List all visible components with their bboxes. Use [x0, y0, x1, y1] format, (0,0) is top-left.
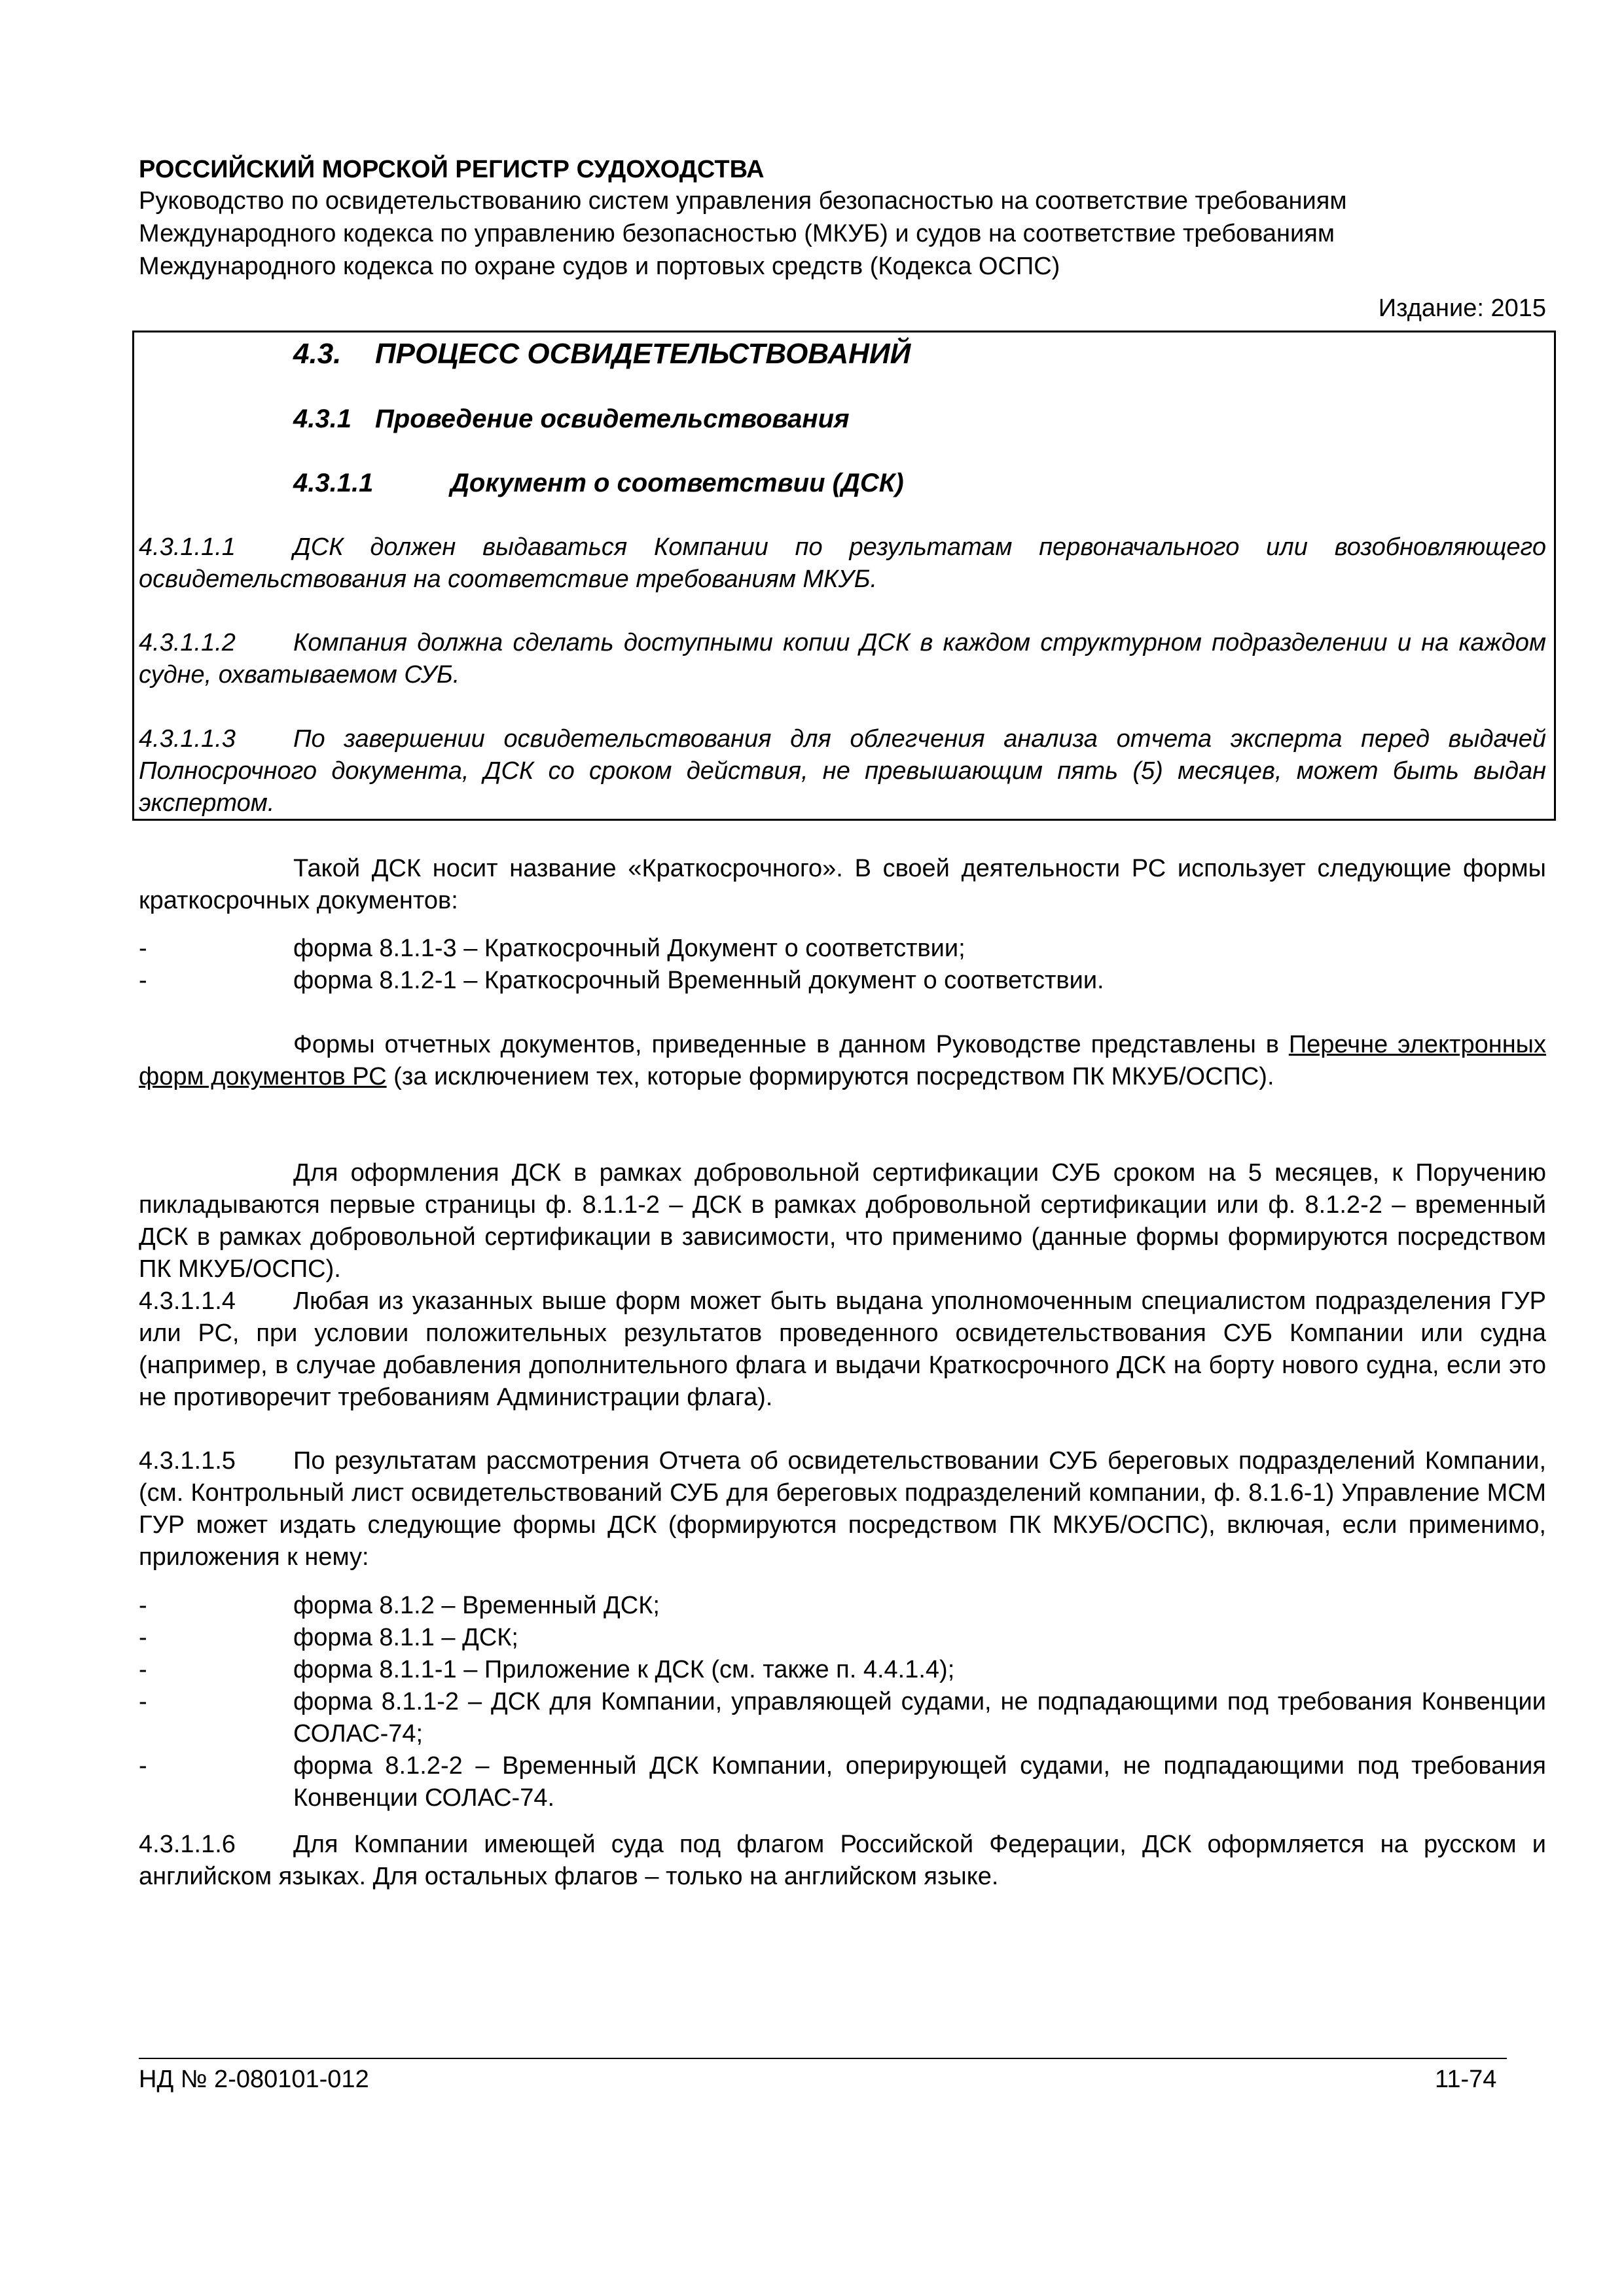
- paragraph-short-term-dsk: Такой ДСК носит название «Краткосрочного». В своей деятельности РС использует следующие формы краткосрочных документов:: [139, 855, 1546, 914]
- list-item-text: форма 8.1.1 – ДСК;: [293, 1624, 518, 1651]
- list-item: [139, 1622, 1546, 1654]
- numbered-item-4-3-1-1-4: [139, 1285, 1546, 1414]
- numbered-item-4-3-1-1-6: [139, 1829, 1546, 1893]
- list-dash: -: [139, 1592, 147, 1619]
- list-item-text: форма 8.1.2-1 – Краткосрочный Временный документ о соответствии.: [293, 967, 1104, 994]
- list-item: [139, 1590, 1546, 1622]
- subsection-title: Проведение освидетельствования: [375, 404, 850, 433]
- document-title-line-3: Международного кодекса по охране судов и портовых средств (Кодекса ОСПС): [139, 253, 1060, 280]
- paragraph-voluntary-certification: Для оформления ДСК в рамках добровольной сертификации СУБ сроком на 5 месяцев, к Поручению пикладываются первые страницы ф. 8.1.1-2 – ДСК в рамках добровольной сертификации или ф. 8.1.2-2 – временный ДСК в рамках добровольной сертификации в зависимости, что применимо (данные формы формируются посредством ПК МКУБ/ОСПС).: [139, 1159, 1546, 1283]
- electronic-forms-list-link[interactable]: Перечне электронных форм документов РС: [139, 1031, 1546, 1090]
- section-title: ПРОЦЕСС ОСВИДЕТЕЛЬСТВОВАНИЙ: [375, 338, 911, 370]
- section-heading-4-3-1: [293, 404, 850, 434]
- section-heading-4-3-1-1: [293, 469, 904, 498]
- framed-item-3: [139, 723, 1546, 819]
- item-text: ДСК должен выдаваться Компании по результатам первоначального или возобновляющего освидетельствования на соответствие требованиям МКУБ.: [139, 533, 1546, 593]
- list-item-text: форма 8.1.1-1 – Приложение к ДСК (см. также п. 4.4.1.4);: [293, 1656, 955, 1683]
- item-text: Компания должна сделать доступными копии ДСК в каждом структурном подразделении и на каждом судне, охватываемом СУБ.: [139, 629, 1546, 689]
- list-item: [139, 965, 1546, 997]
- list-item: [139, 1686, 1546, 1750]
- page-header: [139, 154, 1546, 283]
- framed-item-2: [139, 627, 1546, 691]
- item-number: 4.3.1.1.1: [139, 533, 236, 561]
- list-item: [139, 933, 1546, 965]
- subsubsection-title: Документ о соответствии (ДСК): [450, 469, 904, 497]
- list-item: [139, 1654, 1546, 1686]
- document-number: НД № 2-080101-012: [139, 2066, 369, 2093]
- list-dash: -: [139, 935, 147, 962]
- list-dash: -: [139, 1624, 147, 1651]
- list-dash: -: [139, 967, 147, 994]
- list-item-text: форма 8.1.2-2 – Временный ДСК Компании, оперирующей судами, не подпадающими под требования Конвенции СОЛАС-74.: [293, 1752, 1546, 1812]
- item-text: По завершении освидетельствования для облегчения анализа отчета эксперта перед выдачей Полносрочного документа, ДСК со сроком действия, не превышающим пять (5) месяцев, может быть выдан экспертом.: [139, 725, 1546, 817]
- subsubsection-number: 4.3.1.1: [293, 469, 374, 497]
- paragraph-text: (за исключением тех, которые формируются посредством ПК МКУБ/ОСПС).: [393, 1063, 1274, 1090]
- framed-item-1: [139, 531, 1546, 596]
- paragraph-text: Формы отчетных документов, приведенные в данном Руководстве представлены в: [293, 1031, 1279, 1058]
- item-text: По результатам рассмотрения Отчета об освидетельствовании СУБ береговых подразделений Компании, (см. Контрольный лист освидетельствований СУБ для береговых подразделений компании, ф. 8.1.6-1) Управление МСМ ГУР может издать следующие формы ДСК (формируются посредством ПК МКУБ/ОСПС), включая, если применимо, приложения к нему:: [139, 1447, 1546, 1571]
- edition-label: Издание: 2015: [1378, 295, 1546, 322]
- item-number: 4.3.1.1.3: [139, 725, 236, 753]
- list-dash: -: [139, 1656, 147, 1683]
- list-dash: -: [139, 1752, 147, 1780]
- page-number: 11-74: [1435, 2066, 1497, 2093]
- item-number: 4.3.1.1.5: [139, 1447, 236, 1475]
- item-text: Для Компании имеющей суда под флагом Российской Федерации, ДСК оформляется на русском и английском языках. Для остальных флагов – только на английском языке.: [139, 1831, 1546, 1890]
- list-item-text: форма 8.1.1-3 – Краткосрочный Документ о соответствии;: [293, 935, 965, 962]
- footer-divider: [139, 2058, 1507, 2059]
- section-heading-4-3: [293, 338, 911, 370]
- item-number: 4.3.1.1.6: [139, 1831, 236, 1858]
- subsection-number: 4.3.1: [293, 404, 352, 433]
- section-number: 4.3.: [293, 338, 342, 370]
- list-dash: -: [139, 1688, 147, 1715]
- item-number: 4.3.1.1.4: [139, 1287, 236, 1315]
- list-item-text: форма 8.1.1-2 – ДСК для Компании, управляющей судами, не подпадающими под требования Конвенции СОЛАС-74;: [293, 1688, 1546, 1748]
- item-number: 4.3.1.1.2: [139, 629, 236, 656]
- list-item: [139, 1750, 1546, 1814]
- list-item-text: форма 8.1.2 – Временный ДСК;: [293, 1592, 660, 1619]
- numbered-item-4-3-1-1-5: [139, 1445, 1546, 1573]
- document-title-line-2: Международного кодекса по управлению безопасностью (МКУБ) и судов на соответствие требованиям: [139, 220, 1335, 247]
- document-title-line-1: Руководство по освидетельствованию систем управления безопасностью на соответствие требованиям: [139, 187, 1347, 215]
- item-text: Любая из указанных выше форм может быть выдана уполномоченным специалистом подразделения ГУР или РС, при условии положительных результатов проведенного освидетельствования СУБ Компании или судна (например, в случае добавления дополнительного флага и выдачи Краткосрочного ДСК на борту нового судна, если это не противоречит требованиям Администрации флага).: [139, 1287, 1546, 1411]
- paragraph-report-forms: [139, 1029, 1546, 1093]
- organization-name: РОССИЙСКИЙ МОРСКОЙ РЕГИСТР СУДОХОДСТВА: [139, 156, 765, 183]
